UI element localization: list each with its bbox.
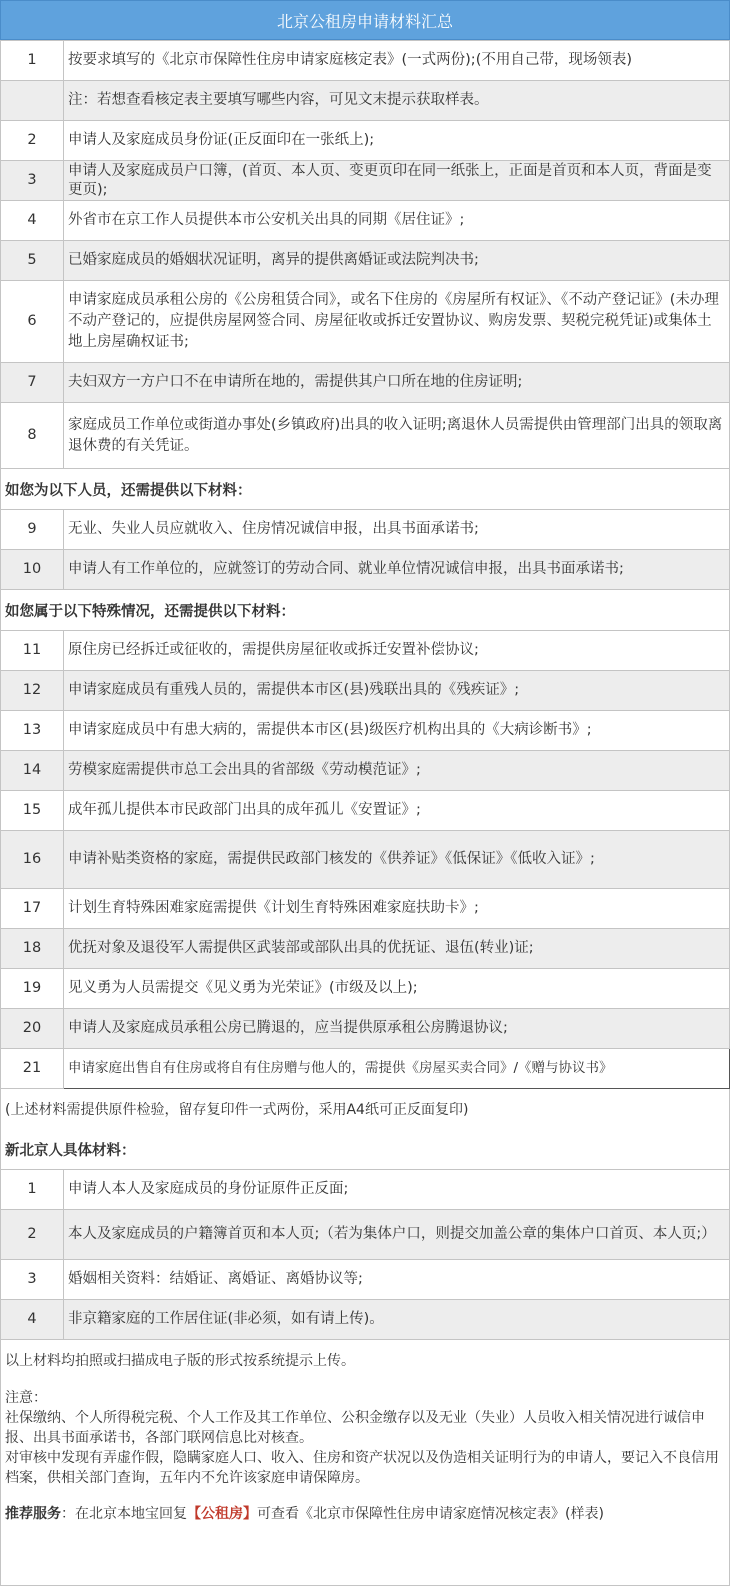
item-number: 18: [1, 929, 64, 969]
extra-materials-table: [0, 509, 730, 590]
item-text: 本人及家庭成员的户籍簿首页和本人页;（若为集体户口，则提交加盖公章的集体户口首页、本人页;）: [64, 1210, 730, 1260]
table-row: [1, 711, 730, 751]
item-text: 按要求填写的《北京市保障性住房申请家庭核定表》(一式两份);(不用自己带，现场领表): [64, 41, 730, 81]
item-text: 夫妇双方一方户口不在申请所在地的，需提供其户口所在地的住房证明;: [64, 363, 730, 403]
item-number: 2: [1, 121, 64, 161]
table-row: [1, 403, 730, 469]
table-row: [1, 363, 730, 403]
recommend-service: [5, 1504, 725, 1524]
item-number: 3: [1, 1260, 64, 1300]
item-number: 6: [1, 281, 64, 363]
recommend-post: 可查看《北京市保障性住房申请家庭情况核定表》(样表): [257, 1506, 604, 1522]
item-number: 2: [1, 1210, 64, 1260]
item-number: 15: [1, 791, 64, 831]
section-title-new-beijing: 新北京人具体材料：: [0, 1129, 730, 1169]
table-row: [1, 201, 730, 241]
item-number: 7: [1, 363, 64, 403]
item-text: 申请人及家庭成员身份证(正反面印在一张纸上);: [64, 121, 730, 161]
item-number: 17: [1, 889, 64, 929]
table-row: [1, 1049, 730, 1089]
item-number: 13: [1, 711, 64, 751]
item-number: 12: [1, 671, 64, 711]
item-number: 21: [1, 1049, 64, 1089]
item-text: 非京籍家庭的工作居住证(非必须，如有请上传)。: [64, 1300, 730, 1340]
item-text: 外省市在京工作人员提供本市公安机关出具的同期《居住证》;: [64, 201, 730, 241]
item-number: 3: [1, 161, 64, 201]
item-number: 16: [1, 831, 64, 889]
item-text: 优抚对象及退役军人需提供区武装部或部队出具的优抚证、退伍(转业)证;: [64, 929, 730, 969]
item-number: 9: [1, 510, 64, 550]
item-text: 申请人有工作单位的，应就签订的劳动合同、就业单位情况诚信申报，出具书面承诺书;: [64, 550, 730, 590]
table-row: [1, 81, 730, 121]
item-text: 注：若想查看核定表主要填写哪些内容，可见文末提示获取样表。: [64, 81, 730, 121]
item-text: 已婚家庭成员的婚姻状况证明，离异的提供离婚证或法院判决书;: [64, 241, 730, 281]
table-row: [1, 751, 730, 791]
attention-text-2: 对审核中发现有弄虚作假，隐瞒家庭人口、收入、住房和资产状况以及伪造相关证明行为的申请人，要记入不良信用档案，供相关部门查询，五年内不允许该家庭申请保障房。: [5, 1450, 719, 1486]
item-text: 婚姻相关资料：结婚证、离婚证、离婚协议等;: [64, 1260, 730, 1300]
table-row: [1, 671, 730, 711]
item-text: 原住房已经拆迁或征收的，需提供房屋征收或拆迁安置补偿协议;: [64, 631, 730, 671]
item-text: 申请人及家庭成员承租公房已腾退的，应当提供原承租公房腾退协议;: [64, 1009, 730, 1049]
table-row: [1, 1210, 730, 1260]
table-row: [1, 550, 730, 590]
item-number: [1, 81, 64, 121]
table-row: [1, 889, 730, 929]
attention-label: 注意：: [5, 1390, 47, 1406]
footer-notes: [0, 1380, 730, 1586]
item-number: 1: [1, 41, 64, 81]
item-number: 5: [1, 241, 64, 281]
attention-text-1: 社保缴纳、个人所得税完税、个人工作及其工作单位、公积金缴存以及无业（失业）人员收入相关情况进行诚信申报、出具书面承诺书，各部门联网信息比对核查。: [5, 1410, 705, 1446]
basic-materials-table: [0, 40, 730, 469]
item-text: 成年孤儿提供本市民政部门出具的成年孤儿《安置证》;: [64, 791, 730, 831]
item-text: 申请家庭成员有重残人员的，需提供本市区(县)残联出具的《残疾证》;: [64, 671, 730, 711]
item-number: 11: [1, 631, 64, 671]
item-text: 申请家庭成员承租公房的《公房租赁合同》，或名下住房的《房屋所有权证》、《不动产登记证》(未办理不动产登记的，应提供房屋网签合同、房屋征收或拆迁安置协议、购房发票、契税完税凭证)或集体土地上房屋确权证书;: [64, 281, 730, 363]
table-row: [1, 831, 730, 889]
table-row: [1, 791, 730, 831]
table-row: [1, 929, 730, 969]
item-text: 家庭成员工作单位或街道办事处(乡镇政府)出具的收入证明;离退休人员需提供由管理部门出具的领取离退休费的有关凭证。: [64, 403, 730, 469]
table-row: [1, 1170, 730, 1210]
item-text: 申请家庭成员中有患大病的，需提供本市区(县)级医疗机构出具的《大病诊断书》;: [64, 711, 730, 751]
recommend-label: 推荐服务: [5, 1506, 61, 1522]
table-row: [1, 969, 730, 1009]
table-row: [1, 241, 730, 281]
recommend-pre: ：在北京本地宝回复: [61, 1506, 187, 1522]
recommend-keyword: 【公租房】: [187, 1506, 257, 1522]
table-row: [1, 41, 730, 81]
table-row: [1, 1260, 730, 1300]
table-row: [1, 510, 730, 550]
original-documents-note: (上述材料需提供原件检验，留存复印件一式两份，采用A4纸可正反面复印): [0, 1089, 730, 1129]
item-text: 劳模家庭需提供市总工会出具的省部级《劳动模范证》;: [64, 751, 730, 791]
upload-note: 以上材料均拍照或扫描成电子版的形式按系统提示上传。: [0, 1340, 730, 1380]
item-text: 计划生育特殊困难家庭需提供《计划生育特殊困难家庭扶助卡》;: [64, 889, 730, 929]
item-text: 见义勇为人员需提交《见义勇为光荣证》(市级及以上);: [64, 969, 730, 1009]
item-text-cell: [64, 161, 730, 201]
section-title-extra: 如您为以下人员，还需提供以下材料：: [0, 469, 730, 509]
item-text: 申请人本人及家庭成员的身份证原件正反面;: [64, 1170, 730, 1210]
item-number: 20: [1, 1009, 64, 1049]
item-number: 14: [1, 751, 64, 791]
new-beijing-materials-table: [0, 1169, 730, 1340]
table-row: [1, 631, 730, 671]
item-number: 1: [1, 1170, 64, 1210]
item-text: 申请人及家庭成员户口簿，(首页、本人页、变更页印在同一纸张上，正面是首页和本人页，背面是变更页);: [68, 162, 712, 198]
table-row: [1, 281, 730, 363]
table-row: [1, 161, 730, 201]
table-row: [1, 1009, 730, 1049]
table-row: [1, 1300, 730, 1340]
item-number: 4: [1, 1300, 64, 1340]
table-row: [1, 121, 730, 161]
page-title: 北京公租房申请材料汇总: [0, 0, 730, 40]
section-title-special: 如您属于以下特殊情况，还需提供以下材料：: [0, 590, 730, 630]
item-number: 4: [1, 201, 64, 241]
item-text: 无业、失业人员应就收入、住房情况诚信申报，出具书面承诺书;: [64, 510, 730, 550]
item-number: 19: [1, 969, 64, 1009]
item-number: 8: [1, 403, 64, 469]
item-text: 申请补贴类资格的家庭，需提供民政部门核发的《供养证》《低保证》《低收入证》;: [64, 831, 730, 889]
item-number: 10: [1, 550, 64, 590]
item-text: 申请家庭出售自有住房或将自有住房赠与他人的，需提供《房屋买卖合同》/《赠与协议书》: [64, 1049, 730, 1089]
special-materials-table: [0, 630, 730, 1089]
